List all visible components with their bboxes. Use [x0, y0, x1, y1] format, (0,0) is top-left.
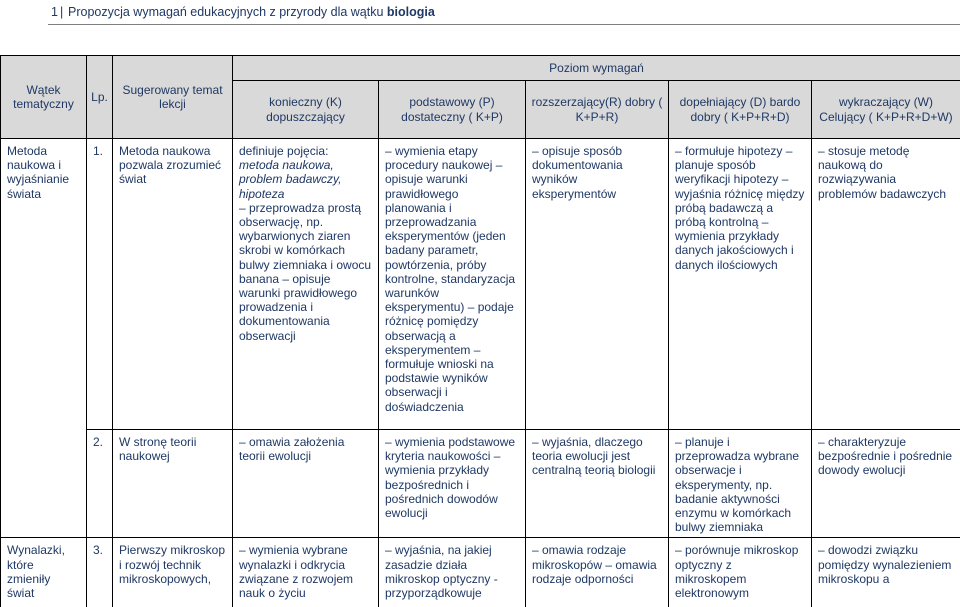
cell-k: – omawia założenia teorii ewolucji [233, 430, 379, 538]
document-title-prefix: Propozycja wymagań edukacyjnych z przyrody dla wątku [68, 5, 387, 19]
cell-k-intro: definiuje pojęcia: [239, 144, 329, 158]
cell-lp: 3. [87, 538, 113, 607]
cell-d: – porównuje mikroskop optyczny z mikroskopem elektronowym [669, 538, 812, 607]
col-header-temat: Sugerowany temat lekcji [113, 56, 233, 139]
col-header-k: konieczny (K) dopuszczający [233, 81, 379, 139]
cell-d: – formułuje hipotezy – planuje sposób weryfikacji hipotezy – wyjaśnia różnicę między próbą badawczą a próbą kontrolną – wymienia przykłady danych jakościowych i danych ilościowych [669, 139, 812, 430]
col-header-r: rozszerzający(R) dobry ( K+P+R) [526, 81, 669, 139]
col-header-d: dopełniający (D) bardo dobry ( K+P+R+D) [669, 81, 812, 139]
cell-k: – wymienia wybrane wynalazki i odkrycia związane z rozwojem nauk o życiu [233, 538, 379, 607]
requirements-table [0, 55, 960, 607]
header-row-1 [1, 56, 960, 81]
cell-temat: W stronę teorii naukowej [113, 430, 233, 538]
header-separator: | [60, 5, 64, 19]
cell-p: – wymienia podstawowe kryteria naukowości – wymienia przykłady bezpośrednich i pośrednich dowodów ewolucji [379, 430, 526, 538]
table-row [1, 430, 960, 538]
cell-r: – omawia rodzaje mikroskopów – omawia rodzaje odporności [526, 538, 669, 607]
cell-temat: Pierwszy mikroskop i rozwój technik mikroskopowych, [113, 538, 233, 607]
cell-d: – planuje i przeprowadza wybrane obserwacje i eksperymenty, np. badanie aktywności enzymu w komórkach bulwy ziemniaka [669, 430, 812, 538]
cell-watek: Metoda naukowa i wyjaśnianie świata [1, 139, 87, 538]
col-header-w: wykraczający (W) Celujący ( K+P+R+D+W) [812, 81, 960, 139]
col-header-poziom: Poziom wymagań [233, 56, 960, 81]
col-header-lp: Lp. [87, 56, 113, 139]
header-rule [48, 24, 960, 25]
cell-lp: 1. [87, 139, 113, 430]
cell-lp: 2. [87, 430, 113, 538]
table-row [1, 538, 960, 607]
col-header-watek: Wątek tematyczny [1, 56, 87, 139]
cell-r: – opisuje sposób dokumentowania wyników eksperymentów [526, 139, 669, 430]
cell-k-rest: – przeprowadza prostą obserwację, np. wybarwionych ziaren skrobi w komórkach bulwy ziemniaka i owocu banana – opisuje warunki prawidłowego prowadzenia i dokumentowania obserwacji [239, 200, 372, 343]
cell-w: – stosuje metodę naukową do rozwiązywania problemów badawczych [812, 139, 960, 430]
cell-temat: Metoda naukowa pozwala zrozumieć świat [113, 139, 233, 430]
document-title [68, 5, 435, 19]
cell-p: – wyjaśnia, na jakiej zasadzie działa mikroskop optyczny - przyporządkowuje [379, 538, 526, 607]
cell-k [233, 139, 379, 430]
cell-w: – dowodzi związku pomiędzy wynalezieniem mikroskopu a [812, 538, 960, 607]
table-row [1, 139, 960, 430]
document-header [0, 0, 960, 26]
cell-watek: Wynalazki, które zmieniły świat [1, 538, 87, 607]
cell-w: – charakteryzuje bezpośrednie i pośrednie dowody ewolucji [812, 430, 960, 538]
document-title-subject: biologia [386, 5, 435, 19]
cell-r: – wyjaśnia, dlaczego teoria ewolucji jest centralną teorią biologii [526, 430, 669, 538]
cell-p: – wymienia etapy procedury naukowej – opisuje warunki prawidłowego planowania i przeprowadzania eksperymentów (jeden badany parametr, powtórzenia, próby kontrolne, standaryzacja warunków eksperymentu) – podaje różnicę pomiędzy obserwacją a eksperymentem – formułuje wnioski na podstawie wyników obserwacji i doświadczenia [379, 139, 526, 430]
col-header-p: podstawowy (P) dostateczny ( K+P) [379, 81, 526, 139]
page-number: 1 [51, 5, 58, 19]
cell-k-terms: metoda naukowa, problem badawczy, hipoteza [239, 158, 342, 201]
